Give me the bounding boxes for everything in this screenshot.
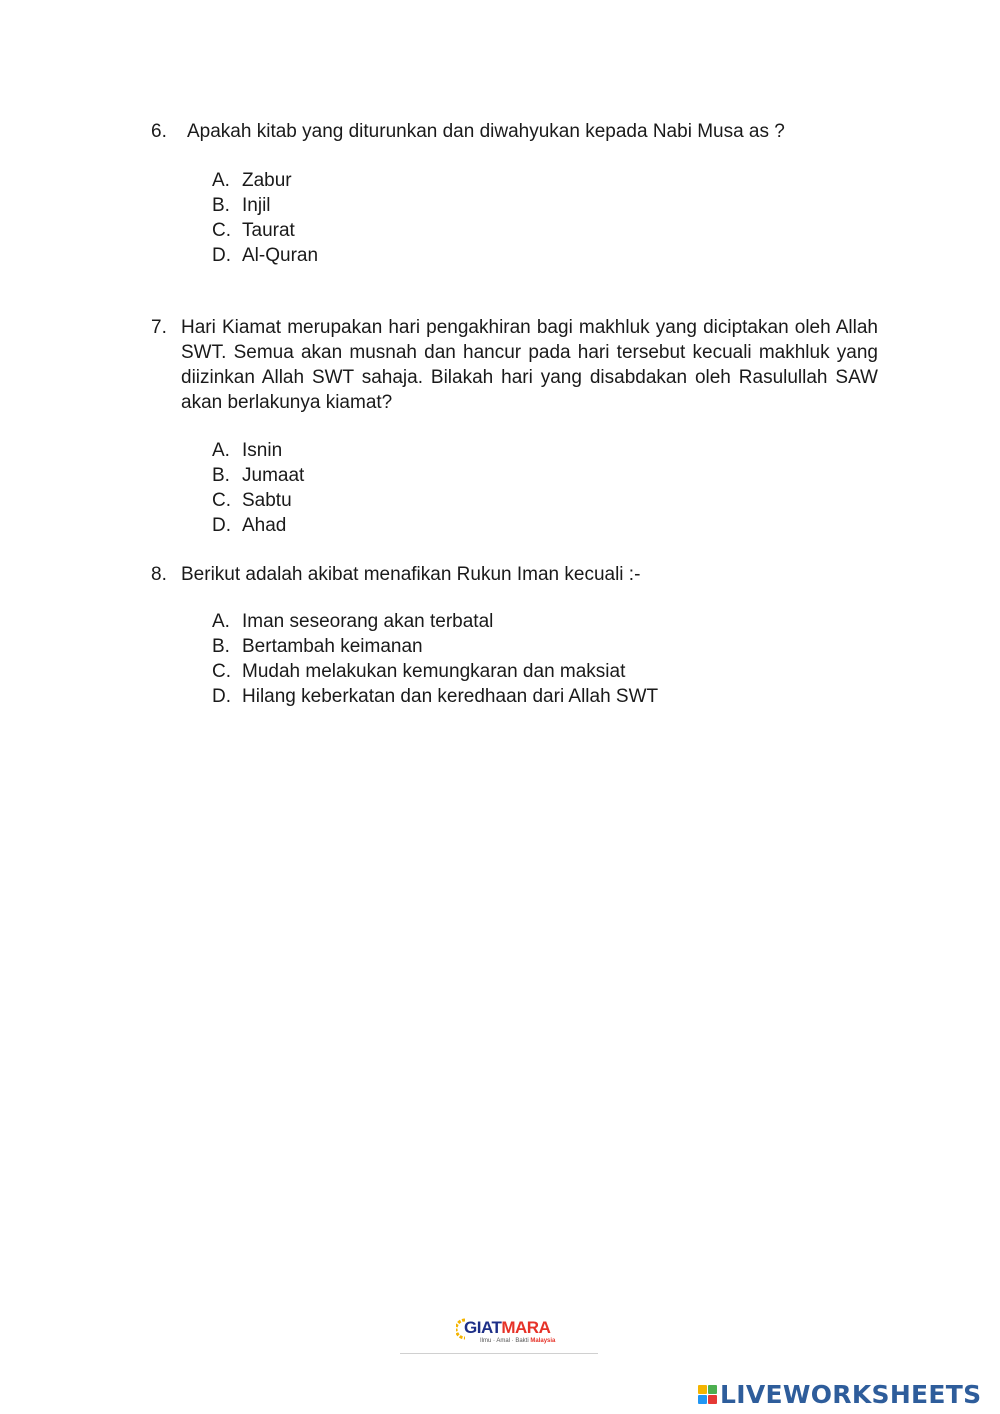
question-7-options (212, 438, 304, 538)
option-text: Taurat (242, 220, 295, 241)
question-7 (151, 315, 878, 415)
logo-square (708, 1395, 717, 1404)
question-text: Berikut adalah akibat menafikan Rukun Iman kecuali :- (181, 564, 641, 585)
option-d[interactable] (212, 684, 658, 709)
option-c[interactable] (212, 659, 658, 684)
logo-wordmark: GIATMARA (464, 1318, 551, 1337)
logo-square (698, 1385, 707, 1394)
option-b[interactable] (212, 463, 304, 488)
question-number: 7. (151, 317, 167, 338)
option-letter: A. (212, 170, 230, 191)
question-8 (151, 562, 878, 587)
question-6-options (212, 168, 318, 268)
option-letter: A. (212, 611, 230, 632)
option-letter: D. (212, 515, 231, 536)
option-a[interactable] (212, 609, 658, 634)
logo-square (708, 1385, 717, 1394)
option-letter: C. (212, 220, 231, 241)
logo-square (698, 1395, 707, 1404)
option-text: Jumaat (242, 465, 305, 486)
option-text: Zabur (242, 170, 292, 191)
option-text: Sabtu (242, 490, 292, 511)
footer-divider (400, 1353, 598, 1354)
question-text: Hari Kiamat merupakan hari pengakhiran bagi makhluk yang diciptakan oleh Allah SWT. Semua akan musnah dan hancur pada hari tersebut kecuali makhluk yang diizinkan Allah SWT sahaja. Bilakah hari yang disabdakan oleh Rasulullah SAW akan berlakunya kiamat? (181, 317, 878, 413)
giatmara-logo (456, 1314, 556, 1350)
question-text: Apakah kitab yang diturunkan dan diwahyukan kepada Nabi Musa as ? (187, 121, 785, 142)
question-8-options (212, 609, 658, 709)
option-text: Injil (242, 195, 271, 216)
option-b[interactable] (212, 193, 318, 218)
option-letter: B. (212, 465, 230, 486)
question-number: 8. (151, 564, 167, 585)
option-c[interactable] (212, 218, 318, 243)
option-letter: B. (212, 636, 230, 657)
option-letter: C. (212, 661, 231, 682)
option-text: Bertambah keimanan (242, 636, 423, 657)
option-b[interactable] (212, 634, 658, 659)
option-letter: D. (212, 686, 231, 707)
option-d[interactable] (212, 513, 304, 538)
option-letter: B. (212, 195, 230, 216)
option-d[interactable] (212, 243, 318, 268)
option-text: Isnin (242, 440, 283, 461)
option-text: Hilang keberkatan dan keredhaan dari Allah SWT (242, 686, 659, 707)
option-letter: A. (212, 440, 230, 461)
question-6 (151, 119, 878, 144)
logo-tagline: Ilmu · Amal · Bakti Malaysia (480, 1338, 556, 1344)
option-text: Al-Quran (242, 245, 319, 266)
liveworksheets-text: LIVEWORKSHEETS (720, 1379, 982, 1409)
liveworksheets-watermark (698, 1374, 981, 1414)
option-letter: D. (212, 245, 231, 266)
question-number: 6. (151, 121, 167, 142)
option-c[interactable] (212, 488, 304, 513)
liveworksheets-logo-icon (698, 1385, 717, 1404)
option-a[interactable] (212, 438, 304, 463)
option-a[interactable] (212, 168, 318, 193)
option-text: Iman seseorang akan terbatal (242, 611, 494, 632)
option-text: Ahad (242, 515, 287, 536)
option-letter: C. (212, 490, 231, 511)
option-text: Mudah melakukan kemungkaran dan maksiat (242, 661, 626, 682)
